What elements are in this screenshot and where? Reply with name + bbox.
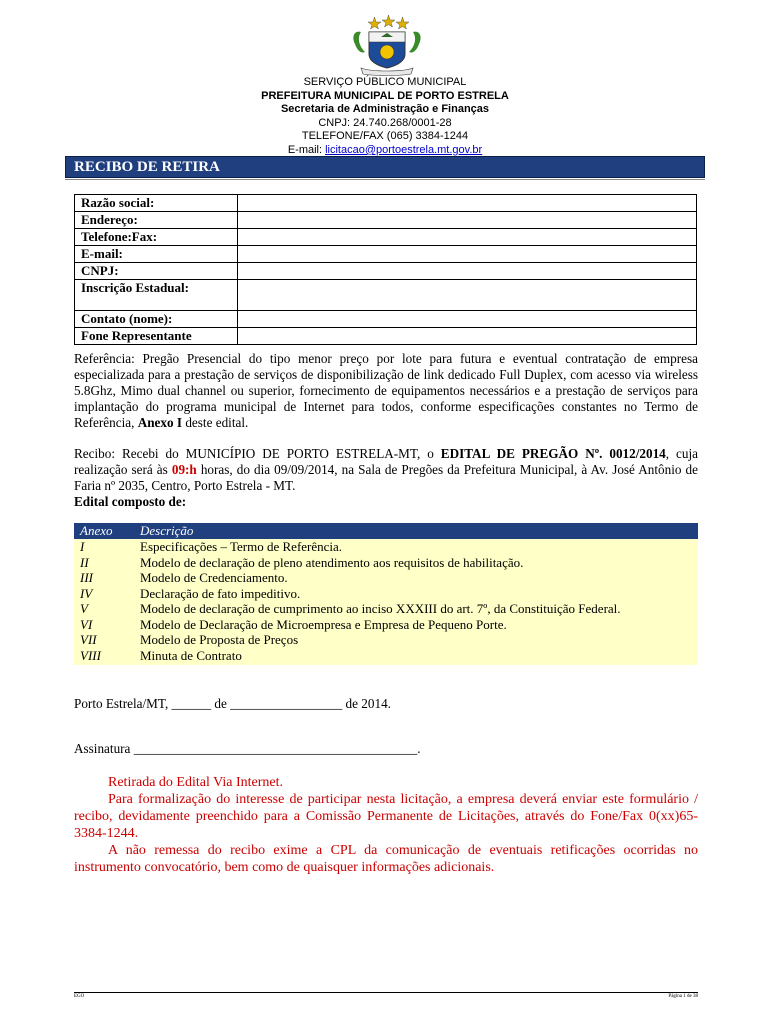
notice-disclaimer: A não remessa do recibo exime a CPL da comunicação de eventuais retificações ocorridas no instrumento convocatório, bem como de quaisquer informações adicionais. [74,843,698,875]
field-label: E-mail: [75,246,238,263]
table-row: VI Modelo de Declaração de Microempresa e Empresa de Pequeno Porte. [74,617,698,633]
description-col-header: Descrição [134,523,698,539]
header-cnpj: CNPJ: 24.740.268/0001-28 [318,117,452,129]
footer-page-number: Página 1 de 38 [668,994,698,999]
field-value-cell[interactable] [238,311,697,328]
date-line: Porto Estrela/MT, ______ de _________________ de 2014. [74,696,391,711]
signature-line: Assinatura ___________________________________________. [74,741,421,756]
field-label: Endereço: [75,212,238,229]
annex-table [74,523,698,665]
field-label: Inscrição Estadual: [75,280,238,311]
edital-composed-label: Edital composto de: [74,494,187,509]
field-label: Telefone:Fax: [75,229,238,246]
coat-of-arms-logo [347,14,427,76]
divider [65,179,705,180]
notice-block [74,774,698,876]
page-title: RECIBO DE RETIRA [74,159,220,175]
table-row: III Modelo de Credenciamento. [74,570,698,586]
title-band [65,156,705,178]
annex-col-header: Anexo [74,523,134,539]
reference-paragraph: Referência: Pregão Presencial do tipo menor preço por lote para futura e eventual contratação de empresa especializada para a prestação de serviços de disponibilização de link dedicado Full Duplex, com acesso via wireless 5.8Ghz, Mimo dual channel ou superior, fornecimento de equipamentos necessários e a prestação de serviços para implantação do programa municipal de Internet para todos, conforme especificações constantes no Termo de Referência, Anexo I deste edital. [74,351,698,430]
receipt-paragraph: Recibo: Recebi do MUNICÍPIO DE PORTO ESTRELA-MT, o EDITAL DE PREGÃO Nº. 0012/2014, cuja realização será às 09:h horas, do dia 09/09/2014, na Sala de Pregões da Prefeitura Municipal, à Av. José Antônio de Faria nº 2035, Centro, Porto Estrela - MT. Edital composto de: [74,446,698,509]
footer-divider [74,992,698,993]
field-label: CNPJ: [75,263,238,280]
notice-formalization: Para formalização do interesse de participar nesta licitação, a empresa deverá enviar este formulário / recibo, devidamente preenchido para a Comissão Permanente de Licitações, através do Fone/Fax 0(xx)65-3384-1244. [74,792,698,841]
table-row: VII Modelo de Proposta de Preços [74,632,698,648]
header-email: E-mail: licitacao@portoestrela.mt.gov.br [287,144,483,156]
footer-left: EGO [74,994,85,999]
field-value-cell[interactable] [238,263,697,280]
header-line-1: SERVIÇO PÚBLICO MUNICIPAL [303,76,467,88]
field-value-cell[interactable] [238,328,697,345]
table-row: IV Declaração de fato impeditivo. [74,586,698,602]
table-row: V Modelo de declaração de cumprimento ao inciso XXXIII do art. 7º, da Constituição Federal. [74,601,698,617]
header-line-3: Secretaria de Administração e Finanças [280,103,490,115]
email-link[interactable]: licitacao@portoestrela.mt.gov.br [325,144,483,156]
field-value-cell[interactable] [238,229,697,246]
notice-title: Retirada do Edital Via Internet. [108,775,284,790]
field-label: Contato (nome): [75,311,238,328]
table-row: I Especificações – Termo de Referência. [74,539,698,555]
table-row: II Modelo de declaração de pleno atendimento aos requisitos de habilitação. [74,555,698,571]
field-value-cell[interactable] [238,212,697,229]
field-value-cell[interactable] [238,280,697,311]
header-line-2: PREFEITURA MUNICIPAL DE PORTO ESTRELA [261,90,509,102]
field-label: Razão social: [75,195,238,212]
field-value-cell[interactable] [238,195,697,212]
field-label: Fone Representante [75,328,238,345]
field-value-cell[interactable] [238,246,697,263]
registration-form-table [74,194,697,345]
header-phone: TELEFONE/FAX (065) 3384-1244 [301,130,469,142]
table-row: VIII Minuta de Contrato [74,648,698,666]
